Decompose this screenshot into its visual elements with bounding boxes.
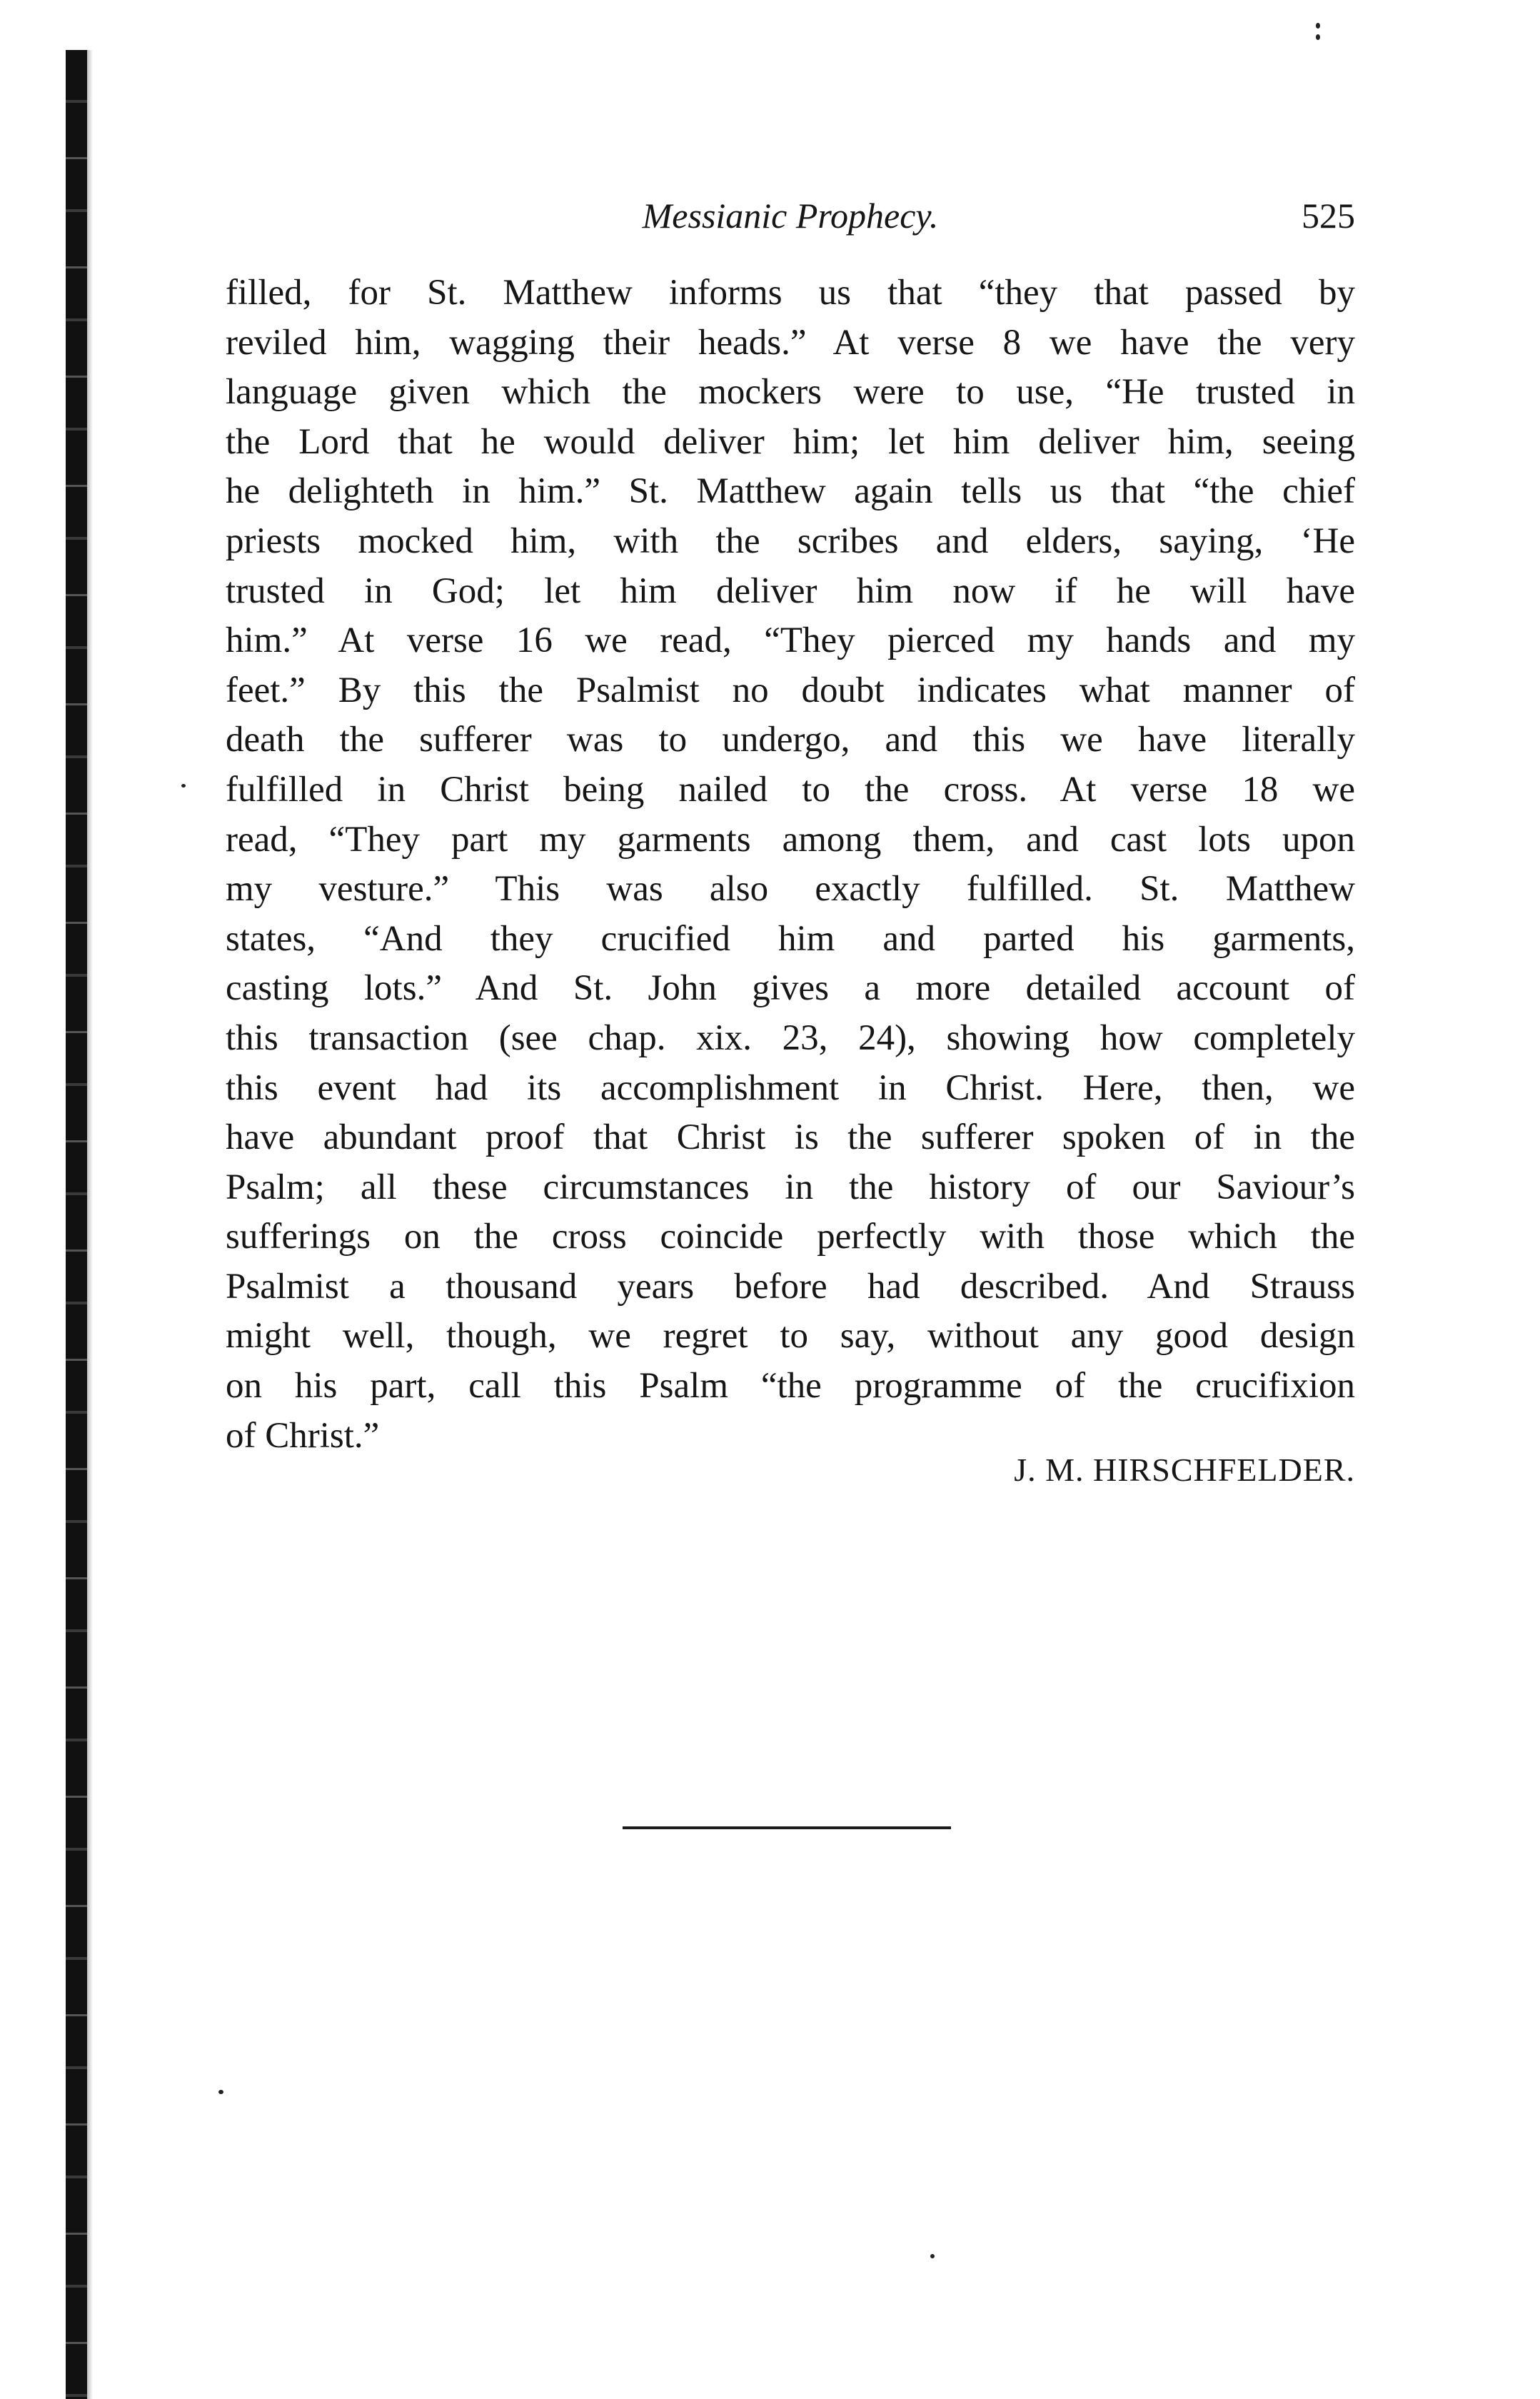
text-line: feet.” By this the Psalmist no doubt indicates what manner of [226, 670, 1355, 710]
scan-speck [181, 784, 186, 788]
text-line: states, “And they crucified him and parted his garments, [226, 918, 1355, 959]
text-line: might well, though, we regret to say, without any good design [226, 1316, 1355, 1357]
page-number: 525 [1302, 196, 1355, 236]
text-line: trusted in God; let him deliver him now if he will have [226, 570, 1355, 611]
text-line: the Lord that he would deliver him; let him deliver him, seeing [226, 421, 1355, 462]
text-line: casting lots.” And St. John gives a more detailed account of [226, 968, 1355, 1009]
body-paragraph [226, 268, 1355, 1461]
scan-speck [930, 2254, 935, 2258]
text-line: have abundant proof that Christ is the sufferer spoken of in the [226, 1117, 1355, 1158]
text-line: fulfilled in Christ being nailed to the cross. At verse 18 we [226, 769, 1355, 810]
text-line: Psalm; all these circumstances in the history of our Saviour’s [226, 1167, 1355, 1207]
text-line: Psalmist a thousand years before had described. And Strauss [226, 1266, 1355, 1307]
end-rule-divider [623, 1826, 951, 1829]
signature-initials: J. M. H [1014, 1452, 1118, 1488]
binding-edge [66, 50, 87, 2399]
running-title: Messianic Prophecy. [642, 196, 939, 236]
text-line: him.” At verse 16 we read, “They pierced my hands and my [226, 620, 1355, 661]
text-line: sufferings on the cross coincide perfectly with those which the [226, 1217, 1355, 1257]
text-line: filled, for St. Matthew informs us that “they that passed by [226, 273, 1355, 313]
signature-surname: IRSCHFELDER. [1117, 1452, 1355, 1488]
text-line: priests mocked him, with the scribes and elders, saying, ‘He [226, 520, 1355, 561]
text-line: he delighteth in him.” St. Matthew again tells us that “the chief [226, 471, 1355, 512]
text-line: this event had its accomplishment in Christ. Here, then, we [226, 1067, 1355, 1108]
scan-speck [1316, 23, 1320, 29]
text-line: of Christ.” [226, 1415, 380, 1456]
text-line: read, “They part my garments among them, and cast lots upon [226, 819, 1355, 860]
text-line: death the sufferer was to undergo, and this we have literally [226, 720, 1355, 760]
scan-speck [218, 2090, 223, 2094]
text-line: language given which the mockers were to use, “He trusted in [226, 372, 1355, 413]
scan-speck [1316, 34, 1320, 40]
text-line: my vesture.” This was also exactly fulfilled. St. Matthew [226, 869, 1355, 910]
text-line: reviled him, wagging their heads.” At verse 8 we have the very [226, 322, 1355, 363]
text-line: this transaction (see chap. xix. 23, 24), showing how completely [226, 1017, 1355, 1058]
running-head [226, 187, 1355, 244]
text-line: on his part, call this Psalm “the programme of the crucifixion [226, 1366, 1355, 1407]
author-signature [1014, 1445, 1355, 1495]
